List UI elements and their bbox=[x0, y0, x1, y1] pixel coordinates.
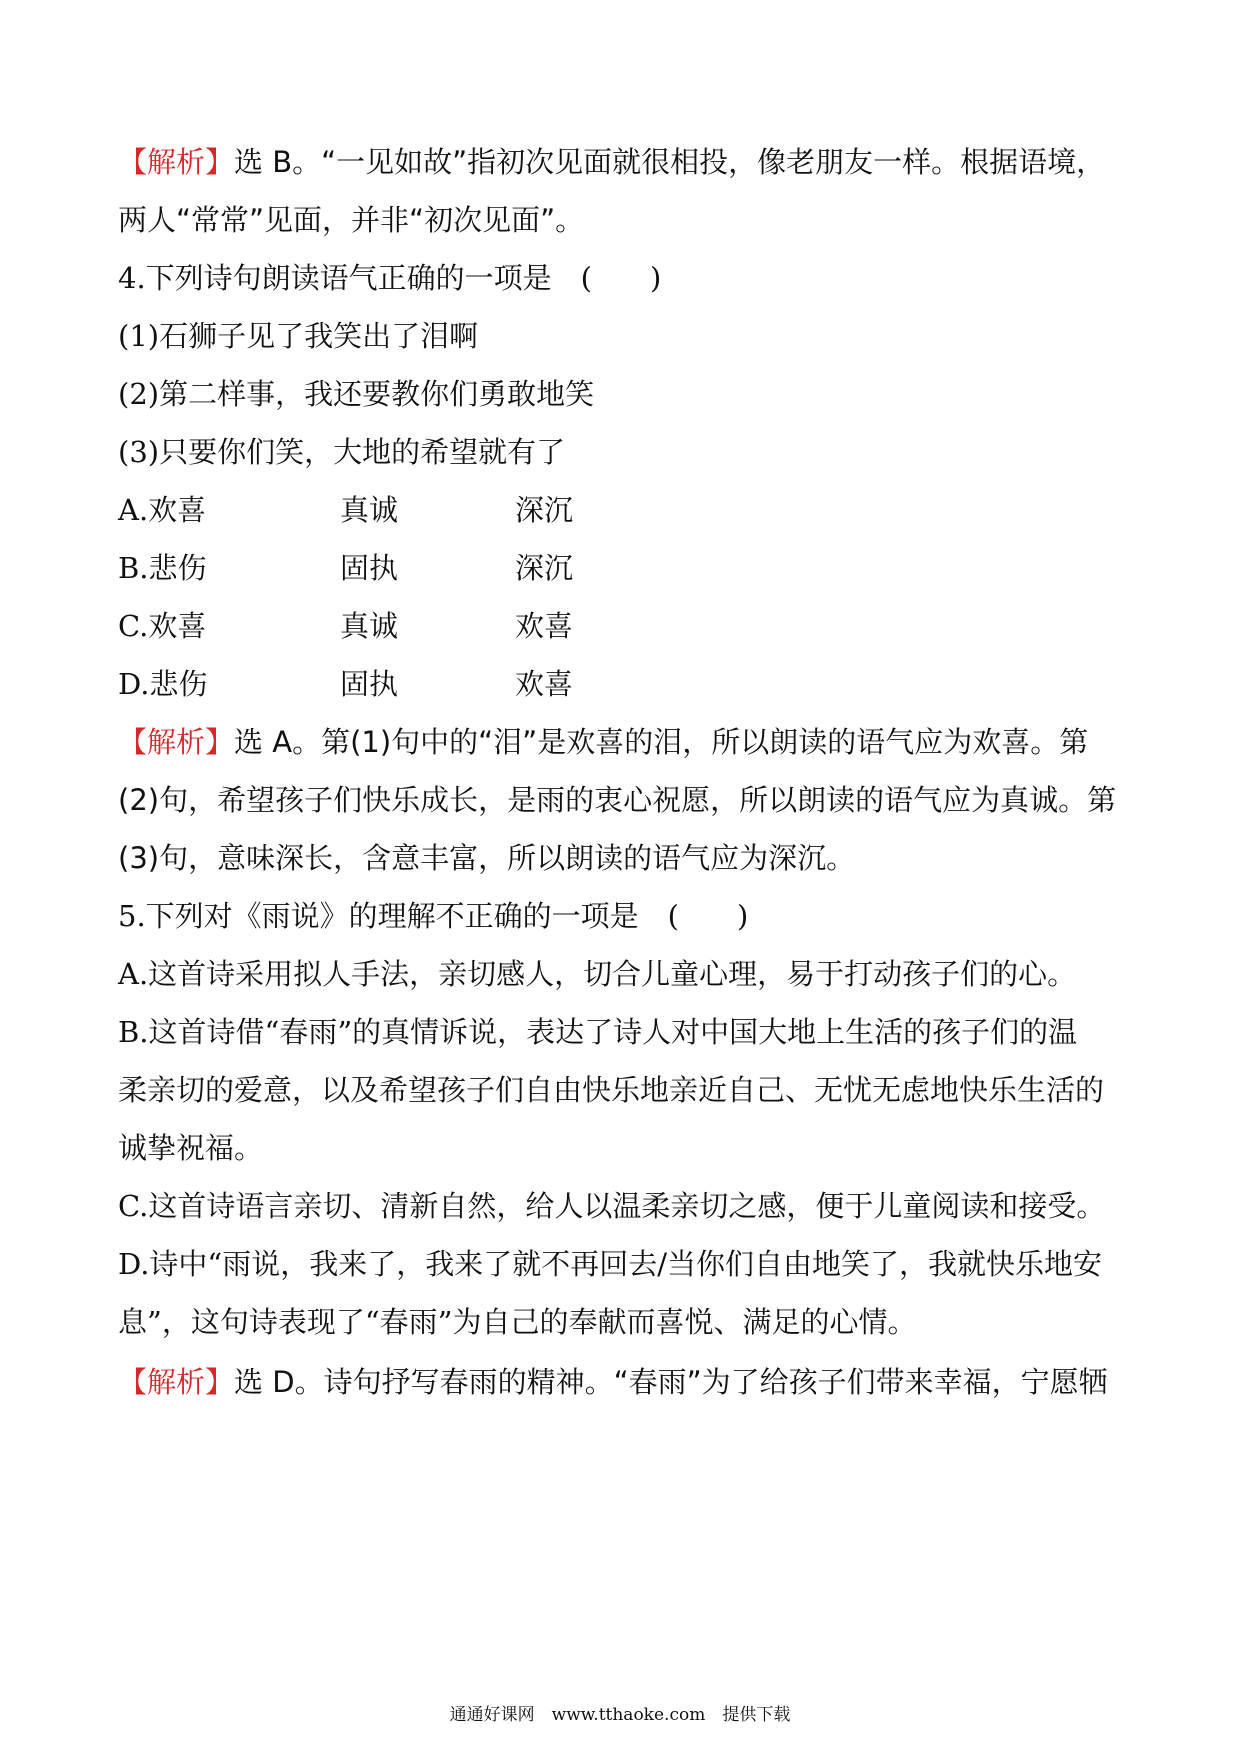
option-b-cont: 诚挚祝福。 bbox=[118, 1131, 264, 1165]
option-d-cont: 息”，这句诗表现了“春雨”为自己的奉献而喜悦、满足的心情。 bbox=[118, 1305, 917, 1339]
poem-line: (1)石狮子见了我笑出了泪啊 bbox=[118, 319, 479, 353]
option-a: A.这首诗采用拟人手法，亲切感人，切合儿童心理，易于打动孩子们的心。 bbox=[118, 957, 1077, 991]
analysis-text: (3)句，意味深长，含意丰富，所以朗读的语气应为深沉。 bbox=[118, 841, 856, 875]
page-footer: 通通好课网 www.tthaoke.com 提供下载 bbox=[449, 1705, 791, 1725]
analysis-text: (2)句，希望孩子们快乐成长，是雨的衷心祝愿，所以朗读的语气应为真诚。第 bbox=[118, 783, 1117, 817]
question-stem: 4.下列诗句朗读语气正确的一项是 ( ) bbox=[118, 261, 662, 295]
option-b: B.这首诗借“春雨”的真情诉说，表达了诗人对中国大地上生活的孩子们的温 bbox=[118, 1015, 1078, 1049]
analysis-text: 两人“常常”见面，并非“初次见面”。 bbox=[118, 203, 585, 237]
option-b-cont: 柔亲切的爱意，以及希望孩子们自由快乐地亲近自己、无忧无虑地快乐生活的 bbox=[118, 1073, 1105, 1107]
question-stem: 5.下列对《雨说》的理解不正确的一项是 ( ) bbox=[118, 899, 749, 933]
analysis-text: 选 D。诗句抒写春雨的精神。“春雨”为了给孩子们带来幸福，宁愿牺 bbox=[234, 1365, 1108, 1399]
analysis-tag: 【解析】 bbox=[118, 725, 235, 759]
analysis-tag: 【解析】 bbox=[118, 145, 235, 179]
analysis-text: 选 B。“一见如故”指初次见面就很相投，像老朋友一样。根据语境， bbox=[234, 145, 1106, 179]
poem-line: (2)第二样事，我还要教你们勇敢地笑 bbox=[118, 377, 595, 411]
analysis-tag: 【解析】 bbox=[118, 1365, 235, 1399]
option-c: C.这首诗语言亲切、清新自然，给人以温柔亲切之感，便于儿童阅读和接受。 bbox=[118, 1189, 1106, 1223]
analysis-text: 选 A。第(1)句中的“泪”是欢喜的泪，所以朗读的语气应为欢喜。第 bbox=[234, 725, 1089, 759]
poem-line: (3)只要你们笑，大地的希望就有了 bbox=[118, 435, 566, 469]
option-d: D.诗中“雨说，我来了，我来了就不再回去/当你们自由地笑了，我就快乐地安 bbox=[118, 1247, 1103, 1281]
